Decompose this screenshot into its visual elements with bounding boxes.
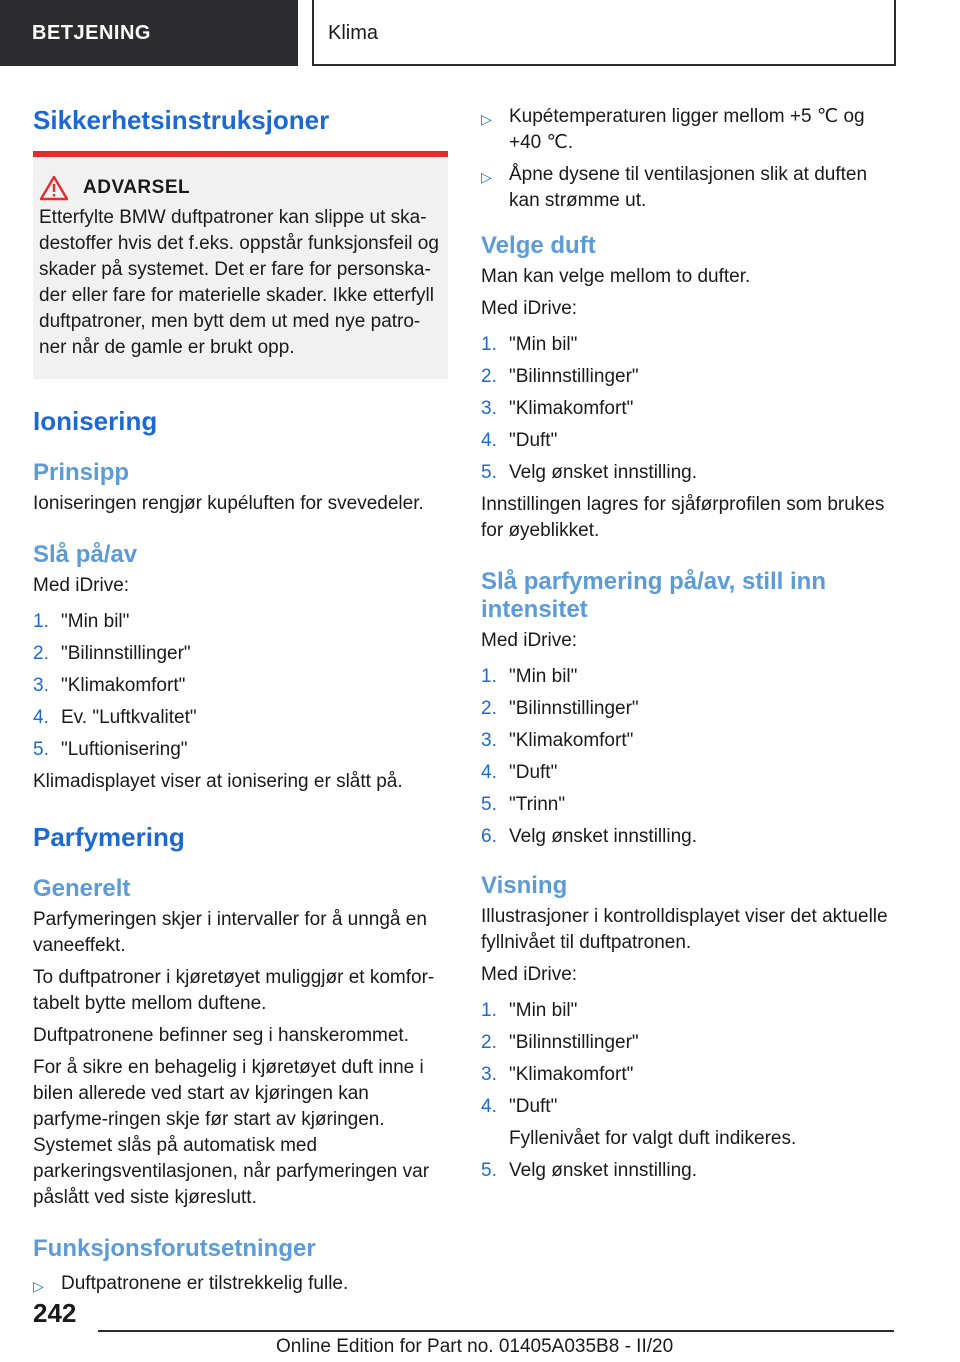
- heading-sla-pa-av: Slå på/av: [33, 541, 138, 568]
- warning-header: [39, 175, 442, 201]
- sla-after: Klimadisplayet viser at ionisering er slått på.: [33, 771, 403, 792]
- list-item: 3. "Klimakomfort": [33, 675, 186, 696]
- sla-intro: Med iDrive:: [33, 575, 130, 596]
- list-item: 4. "Duft" Fyllenivået for valgt duft indikeres.: [481, 1094, 901, 1152]
- list-item: 4. Ev. "Luftkvalitet": [33, 707, 197, 728]
- velge-intro: Med iDrive:: [481, 298, 578, 319]
- section-tab: BETJENING: [0, 0, 298, 66]
- list-item: 2. "Bilinnstillinger": [481, 366, 639, 387]
- page-header: [0, 0, 960, 66]
- list-item: 3. "Klimakomfort": [481, 1064, 634, 1085]
- list-item: 5. Velg ønsket innstilling.: [481, 462, 697, 483]
- step-note: Fyllenivået for valgt duft indikeres.: [509, 1128, 797, 1149]
- visning-steps: [481, 998, 901, 1184]
- funksjon-bullets-left: [33, 1271, 448, 1299]
- warning-text: Etterfylte BMW duftpatroner kan slippe ut ska-destoffer hvis det f.eks. oppstår funksjonsfeil og skader på systemet. Det er fare for personska-der eller fare for materielle skader. Ikke etterfyll duftpatroner, men bytt dem ut med nye patro-ner når de gamle er brukt opp.: [39, 207, 439, 358]
- heading-velge-duft: Velge duft: [481, 232, 596, 259]
- edition-text: Online Edition for Part no. 01405A035B8 - II/20: [276, 1336, 674, 1357]
- visning-intro: Med iDrive:: [481, 964, 578, 985]
- heading-ionisering: Ionisering: [33, 406, 158, 436]
- list-item: 3. "Klimakomfort": [481, 398, 634, 419]
- list-item: 2. "Bilinnstillinger": [33, 643, 191, 664]
- prinsipp-text: Ioniseringen rengjør kupéluften for svevedeler.: [33, 493, 424, 514]
- list-item: ▷ Duftpatronene er tilstrekkelig fulle.: [33, 1271, 448, 1299]
- list-item: 4. "Duft": [481, 430, 558, 451]
- list-item: 3. "Klimakomfort": [481, 730, 634, 751]
- velge-text: Man kan velge mellom to dufter.: [481, 266, 751, 287]
- heading-sla-parfymering: Slå parfymering på/av, still inn intensitet: [481, 568, 826, 623]
- warning-triangle-icon: [39, 175, 69, 201]
- triangle-bullet-icon: ▷: [33, 1278, 44, 1294]
- list-item: 1. "Min bil": [481, 334, 578, 355]
- warning-box: [33, 151, 448, 379]
- list-item: 5. Velg ønsket innstilling.: [481, 1160, 697, 1181]
- velge-after: Innstillingen lagres for sjåførprofilen som brukes for øyeblikket.: [481, 494, 885, 541]
- visning-text: Illustrasjoner i kontrolldisplayet viser det aktuelle fyllnivået til duftpatronen.: [481, 906, 888, 953]
- list-item: 1. "Min bil": [481, 1000, 578, 1021]
- heading-safety: Sikkerhetsinstruksjoner: [33, 105, 330, 135]
- list-item: 4. "Duft": [481, 762, 558, 783]
- generelt-p1: Parfymeringen skjer i intervaller for å unngå en vaneeffekt.: [33, 909, 427, 956]
- list-item: 1. "Min bil": [33, 611, 130, 632]
- list-item: 2. "Bilinnstillinger": [481, 1032, 639, 1053]
- list-item: 1. "Min bil": [481, 666, 578, 687]
- chapter-title: Klima: [312, 0, 896, 66]
- right-column: [481, 96, 901, 1190]
- funksjon-bullets-right: [481, 104, 901, 214]
- heading-visning: Visning: [481, 872, 568, 899]
- heading-generelt: Generelt: [33, 875, 131, 902]
- heading-parfymering: Parfymering: [33, 822, 185, 852]
- generelt-p2: To duftpatroner i kjøretøyet muliggjør et komfor-tabelt bytte mellom duftene.: [33, 967, 435, 1014]
- triangle-bullet-icon: ▷: [481, 111, 492, 127]
- list-item: ▷ Kupétemperaturen ligger mellom +5 ℃ og +40 ℃.: [481, 104, 901, 156]
- warning-label: ADVARSEL: [83, 177, 191, 198]
- slaparf-intro: Med iDrive:: [481, 630, 578, 651]
- list-item: ▷ Åpne dysene til ventilasjonen slik at duften kan strømme ut.: [481, 162, 901, 214]
- triangle-bullet-icon: ▷: [481, 169, 492, 185]
- list-item: 2. "Bilinnstillinger": [481, 698, 639, 719]
- sla-steps: [33, 609, 448, 763]
- footer-divider: [98, 1330, 894, 1332]
- page-number: 242: [33, 1298, 77, 1328]
- generelt-p3: Duftpatronene befinner seg i hanskerommet.: [33, 1025, 409, 1046]
- left-column: [33, 96, 448, 1305]
- generelt-p4: For å sikre en behagelig i kjøretøyet duft inne i bilen allerede ved start av kjøringen kan parfyme-ringen skje før start av kjøringen. Systemet slås på automatisk med parkeringsventilasjonen, når parfymeringen var påslått ved siste kjøreslutt.: [33, 1057, 430, 1208]
- list-item: 5. "Trinn": [481, 794, 566, 815]
- heading-funksjonsforutsetninger: Funksjonsforutsetninger: [33, 1235, 316, 1262]
- heading-prinsipp: Prinsipp: [33, 459, 130, 486]
- velge-steps: [481, 332, 901, 486]
- list-item: 6. Velg ønsket innstilling.: [481, 826, 697, 847]
- list-item: 5. "Luftionisering": [33, 739, 188, 760]
- slaparf-steps: [481, 664, 901, 850]
